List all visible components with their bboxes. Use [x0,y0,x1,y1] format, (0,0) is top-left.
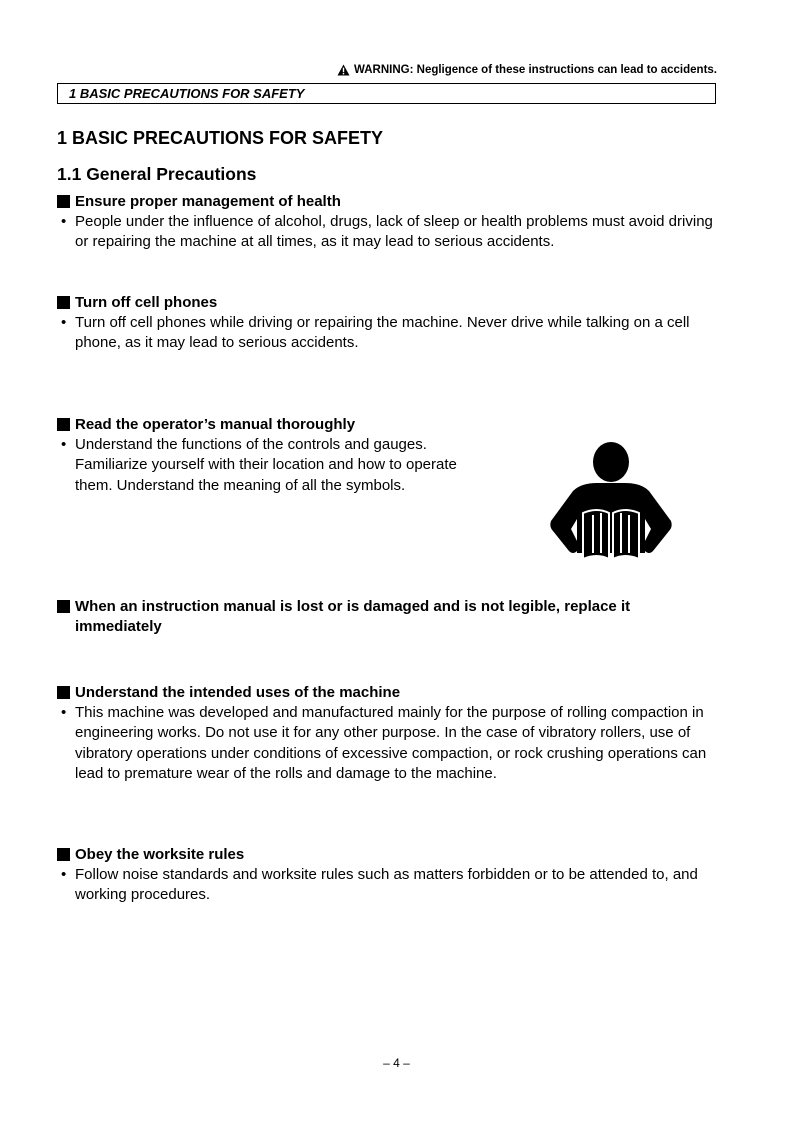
header-warning [337,64,717,76]
page-number: – 4 – [383,1056,410,1070]
bullet-dot: • [61,314,67,331]
section-heading-text: Understand the intended uses of the machine [75,684,401,701]
section-heading [57,845,717,865]
section-subtitle: 1.1 General Precautions [57,164,257,184]
section-heading [57,293,717,313]
section-heading-text: Turn off cell phones [75,294,218,311]
bullet-item [57,313,717,354]
section-intended-uses [57,683,717,784]
bullet-item [57,212,717,253]
section-lost-manual [57,597,717,637]
section-heading [57,192,717,212]
running-head: 1 BASIC PRECAUTIONS FOR SAFETY [57,83,716,104]
section-heading-text: Read the operator’s manual thoroughly [75,416,356,433]
bullet-dot: • [61,704,67,721]
square-bullet-icon [57,418,70,431]
square-bullet-icon [57,848,70,861]
page-title: 1 BASIC PRECAUTIONS FOR SAFETY [57,128,384,148]
read-manual-icon [549,441,673,561]
section-heading-text: When an instruction manual is lost or is damaged and is not legible, replace it immediately [75,598,631,635]
section-heading [57,683,717,703]
section-heading-text: Obey the worksite rules [75,846,245,863]
section-cell-phones [57,293,717,354]
square-bullet-icon [57,195,70,208]
bullet-text: Turn off cell phones while driving or repairing the machine. Never drive while talking on a cell phone, as it may lead to serious accidents. [75,314,690,352]
section-heading [57,415,717,435]
bullet-dot: • [61,213,67,230]
bullet-dot: • [61,866,67,883]
square-bullet-icon [57,296,70,309]
bullet-item [57,435,465,496]
bullet-item [57,703,715,784]
bullet-text: This machine was developed and manufactured mainly for the purpose of rolling compaction in engineering works. Do not use it for any other purpose. In the case of vibratory rollers, use of vibratory operations under conditions of excessive compaction, or rock crushing operations can lead to premature wear of the rolls and damage to the machine. [75,704,707,782]
bullet-item [57,865,717,906]
warning-triangle-icon [337,64,350,76]
square-bullet-icon [57,600,70,613]
warning-text: WARNING: Negligence of these instructions can lead to accidents. [354,64,717,76]
square-bullet-icon [57,686,70,699]
section-worksite-rules [57,845,717,906]
bullet-dot: • [61,436,67,453]
bullet-text: Follow noise standards and worksite rules such as matters forbidden or to be attended to, and working procedures. [75,866,698,904]
section-heading-text: Ensure proper management of health [75,193,341,210]
section-health [57,192,717,253]
bullet-text: Understand the functions of the controls and gauges. Familiarize yourself with their location and how to operate them. Understand the meaning of all the symbols. [75,436,457,494]
bullet-text: People under the influence of alcohol, drugs, lack of sleep or health problems must avoid driving or repairing the machine at all times, as it may lead to serious accidents. [75,213,713,251]
section-heading [57,597,717,637]
